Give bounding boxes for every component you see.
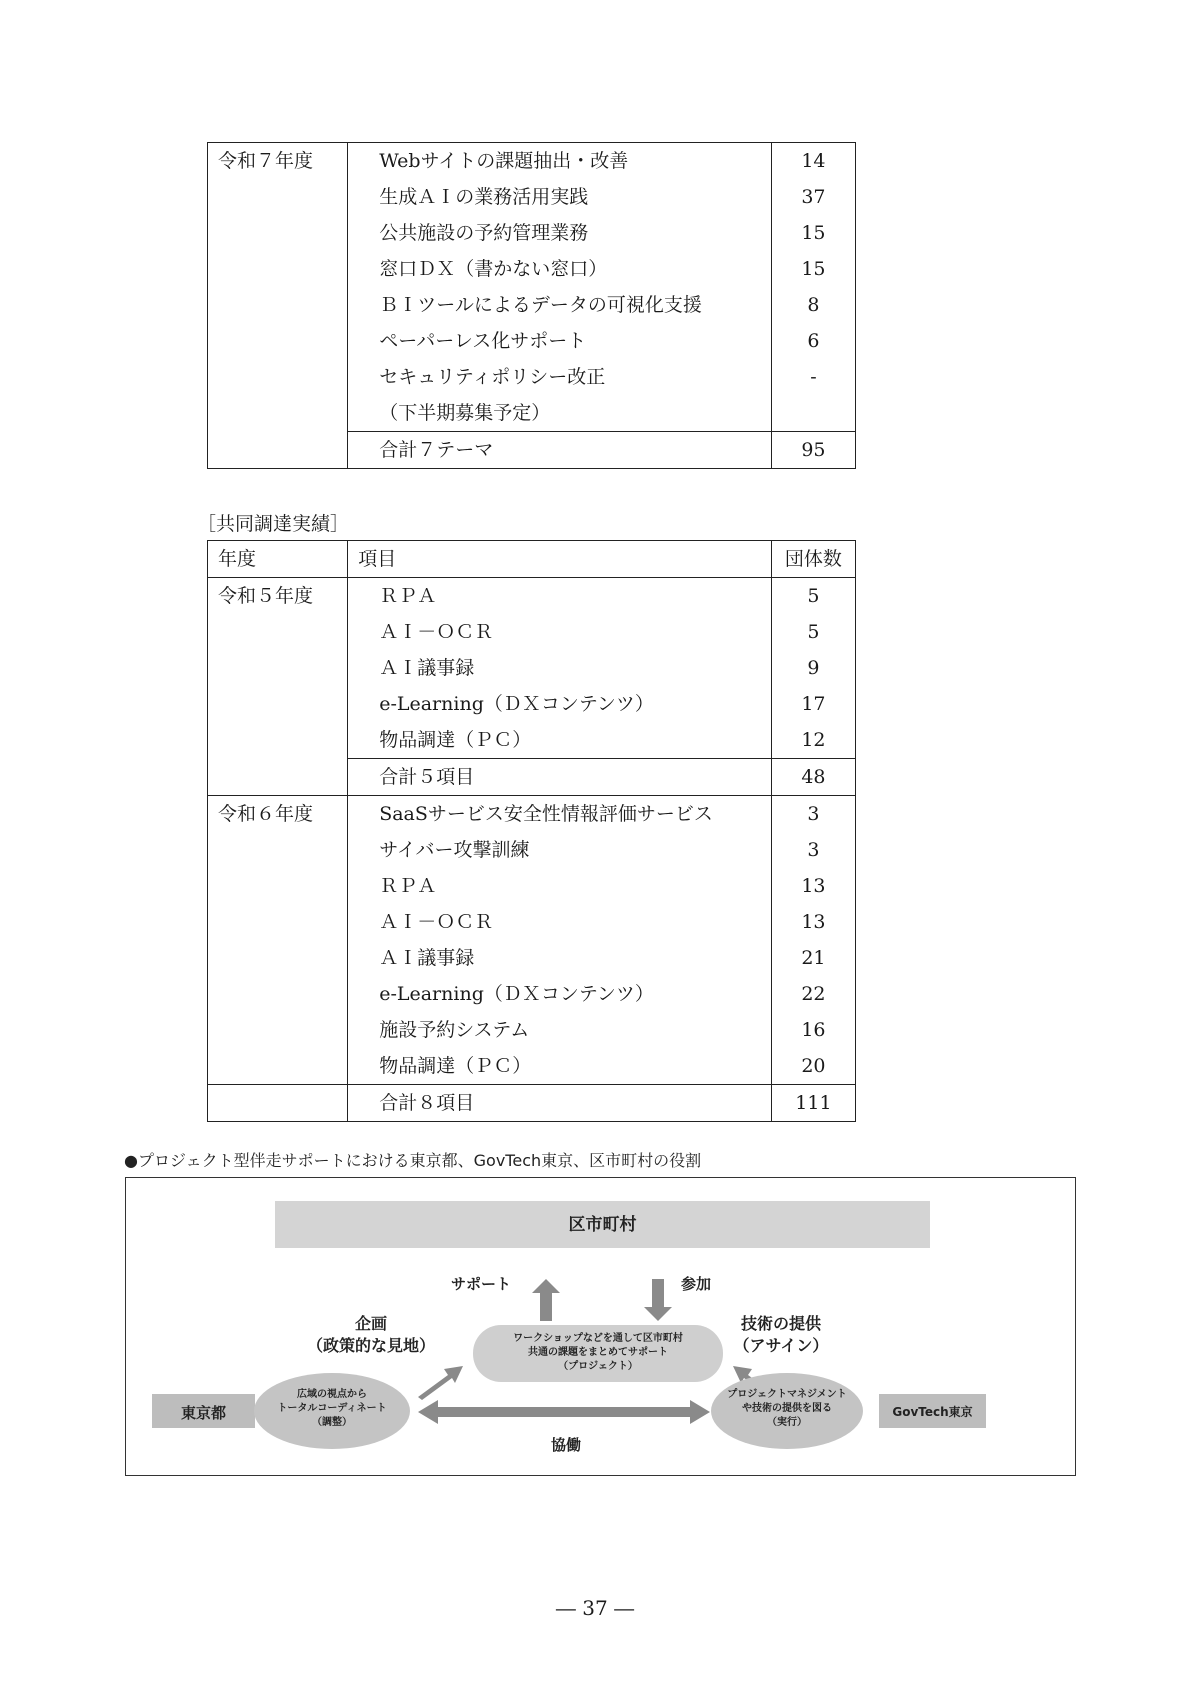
year-cell-empty [208, 904, 348, 940]
roles-diagram [125, 1177, 1076, 1476]
table-row [208, 251, 856, 287]
table-row [208, 796, 856, 833]
total-row [208, 1085, 856, 1122]
table-row [208, 359, 856, 395]
item-cell: 物品調達（ＰＣ） [348, 722, 772, 759]
center-line1: ワークショップなどを通して区市町村 [513, 1333, 683, 1344]
year-cell-empty [208, 614, 348, 650]
year-cell-empty [208, 251, 348, 287]
item-cell: ＡＩ議事録 [348, 940, 772, 976]
count-cell: 22 [771, 976, 855, 1012]
count-cell: 9 [771, 650, 855, 686]
header-year: 年度 [208, 541, 348, 578]
item-cell: SaaSサービス安全性情報評価サービス [348, 796, 772, 833]
year-cell-empty [208, 179, 348, 215]
joint-procurement-caption: ［共同調達実績］ [197, 513, 350, 535]
item-cell: Webサイトの課題抽出・改善 [348, 143, 772, 180]
header-item: 項目 [348, 541, 772, 578]
right-ellipse-label [711, 1388, 863, 1430]
count-cell: 5 [771, 614, 855, 650]
table-row [208, 215, 856, 251]
diagram-title: ●プロジェクト型伴走サポートにおける東京都、GovTech東京、区市町村の役割 [124, 1151, 702, 1170]
item-cell: ＢＩツールによるデータの可視化支援 [348, 287, 772, 323]
total-label-cell: 合計５項目 [348, 759, 772, 796]
tokyo-label: 東京都 [180, 1404, 226, 1422]
year-cell-empty [208, 395, 348, 432]
table-header-row [208, 541, 856, 578]
plan-label [286, 1313, 456, 1357]
header-count: 団体数 [771, 541, 855, 578]
collab-label: 協働 [550, 1436, 581, 1454]
support-arrow-icon [532, 1279, 560, 1321]
table-row [208, 1048, 856, 1085]
total-label-cell: 合計７テーマ [348, 432, 772, 469]
table-row [208, 940, 856, 976]
table-row [208, 686, 856, 722]
year-cell-empty [208, 323, 348, 359]
year-cell-empty [208, 976, 348, 1012]
count-cell: 12 [771, 722, 855, 759]
count-cell: 5 [771, 578, 855, 615]
year-cell-empty [208, 650, 348, 686]
right-ellipse-line1: プロジェクトマネジメント [727, 1389, 847, 1400]
left-diag-arrow-icon [418, 1366, 463, 1400]
page-number: ― 37 ― [555, 1596, 635, 1620]
year-cell-empty [208, 359, 348, 395]
count-cell: 13 [771, 904, 855, 940]
count-cell: 17 [771, 686, 855, 722]
left-ellipse-label [254, 1388, 410, 1430]
total-count-cell: 111 [771, 1085, 855, 1122]
item-cell: 施設予約システム [348, 1012, 772, 1048]
tech-line1: 技術の提供 [740, 1314, 821, 1333]
center-box-label [473, 1332, 723, 1374]
govtech-label: GovTech東京 [892, 1405, 973, 1419]
table-row [208, 976, 856, 1012]
count-cell: 15 [771, 215, 855, 251]
table-row [208, 287, 856, 323]
table-row [208, 614, 856, 650]
item-cell: ペーパーレス化サポート [348, 323, 772, 359]
table-row [208, 722, 856, 759]
year-cell-empty [208, 287, 348, 323]
table-row [208, 323, 856, 359]
table-row [208, 578, 856, 615]
item-cell: 窓口ＤＸ（書かない窓口） [348, 251, 772, 287]
tech-line2: （アサイン） [733, 1336, 829, 1355]
total-label-cell: 合計８項目 [348, 1085, 772, 1122]
item-cell: セキュリティポリシー改正 [348, 359, 772, 395]
count-cell: 20 [771, 1048, 855, 1085]
support-label: サポート [450, 1275, 511, 1293]
item-cell: 物品調達（ＰＣ） [348, 1048, 772, 1085]
themes-table [207, 142, 856, 469]
top-box-label: 区市町村 [568, 1215, 637, 1235]
total-row [208, 759, 856, 796]
item-cell: ＲＰＡ [348, 578, 772, 615]
count-cell [771, 395, 855, 432]
count-cell: 3 [771, 832, 855, 868]
year-cell-empty [208, 1012, 348, 1048]
item-cell: 生成ＡＩの業務活用実践 [348, 179, 772, 215]
item-cell: 公共施設の予約管理業務 [348, 215, 772, 251]
item-cell: ＡＩ－ＯＣＲ [348, 904, 772, 940]
right-ellipse-line2: や技術の提供を図る [742, 1403, 832, 1414]
year-cell-empty [208, 686, 348, 722]
table-row [208, 1012, 856, 1048]
year-cell-empty [208, 1048, 348, 1085]
left-ellipse-line1: 広域の視点から [297, 1389, 367, 1400]
year-cell: 令和７年度 [208, 143, 348, 180]
table-row [208, 143, 856, 180]
year-cell-empty [208, 940, 348, 976]
joint-procurement-table [207, 540, 856, 1122]
item-cell: e-Learning（ＤＸコンテンツ） [348, 976, 772, 1012]
participate-label: 参加 [680, 1275, 711, 1293]
count-cell: 14 [771, 143, 855, 180]
year-cell-empty [208, 1085, 348, 1122]
total-count-cell: 95 [771, 432, 855, 469]
tech-label [711, 1313, 851, 1357]
count-cell: - [771, 359, 855, 395]
count-cell: 13 [771, 868, 855, 904]
count-cell: 16 [771, 1012, 855, 1048]
plan-line1: 企画 [354, 1314, 387, 1333]
center-line2: 共通の課題をまとめてサポート [528, 1347, 668, 1358]
count-cell: 21 [771, 940, 855, 976]
year-cell-empty [208, 432, 348, 469]
table-row [208, 832, 856, 868]
item-cell: （下半期募集予定） [348, 395, 772, 432]
collab-arrow-icon [418, 1400, 710, 1424]
item-cell: サイバー攻撃訓練 [348, 832, 772, 868]
count-cell: 15 [771, 251, 855, 287]
year-cell-empty [208, 215, 348, 251]
table-row [208, 395, 856, 432]
year-cell-empty [208, 722, 348, 759]
table-row [208, 868, 856, 904]
year-cell: 令和６年度 [208, 796, 348, 833]
count-cell: 8 [771, 287, 855, 323]
total-count-cell: 48 [771, 759, 855, 796]
year-cell: 令和５年度 [208, 578, 348, 615]
left-ellipse-line2: トータルコーディネート [277, 1403, 387, 1414]
year-cell-empty [208, 868, 348, 904]
item-cell: ＡＩ議事録 [348, 650, 772, 686]
total-row [208, 432, 856, 469]
item-cell: ＡＩ－ＯＣＲ [348, 614, 772, 650]
table-row [208, 179, 856, 215]
count-cell: 6 [771, 323, 855, 359]
year-cell-empty [208, 759, 348, 796]
plan-line2: （政策的な見地） [306, 1336, 435, 1355]
count-cell: 37 [771, 179, 855, 215]
year-cell-empty [208, 832, 348, 868]
table-row [208, 904, 856, 940]
table-row [208, 650, 856, 686]
right-ellipse-line3: （実行） [767, 1417, 807, 1428]
participate-arrow-icon [644, 1279, 672, 1321]
center-line3: （プロジェクト） [558, 1361, 638, 1372]
count-cell: 3 [771, 796, 855, 833]
item-cell: e-Learning（ＤＸコンテンツ） [348, 686, 772, 722]
left-ellipse-line3: （調整） [312, 1417, 352, 1428]
item-cell: ＲＰＡ [348, 868, 772, 904]
